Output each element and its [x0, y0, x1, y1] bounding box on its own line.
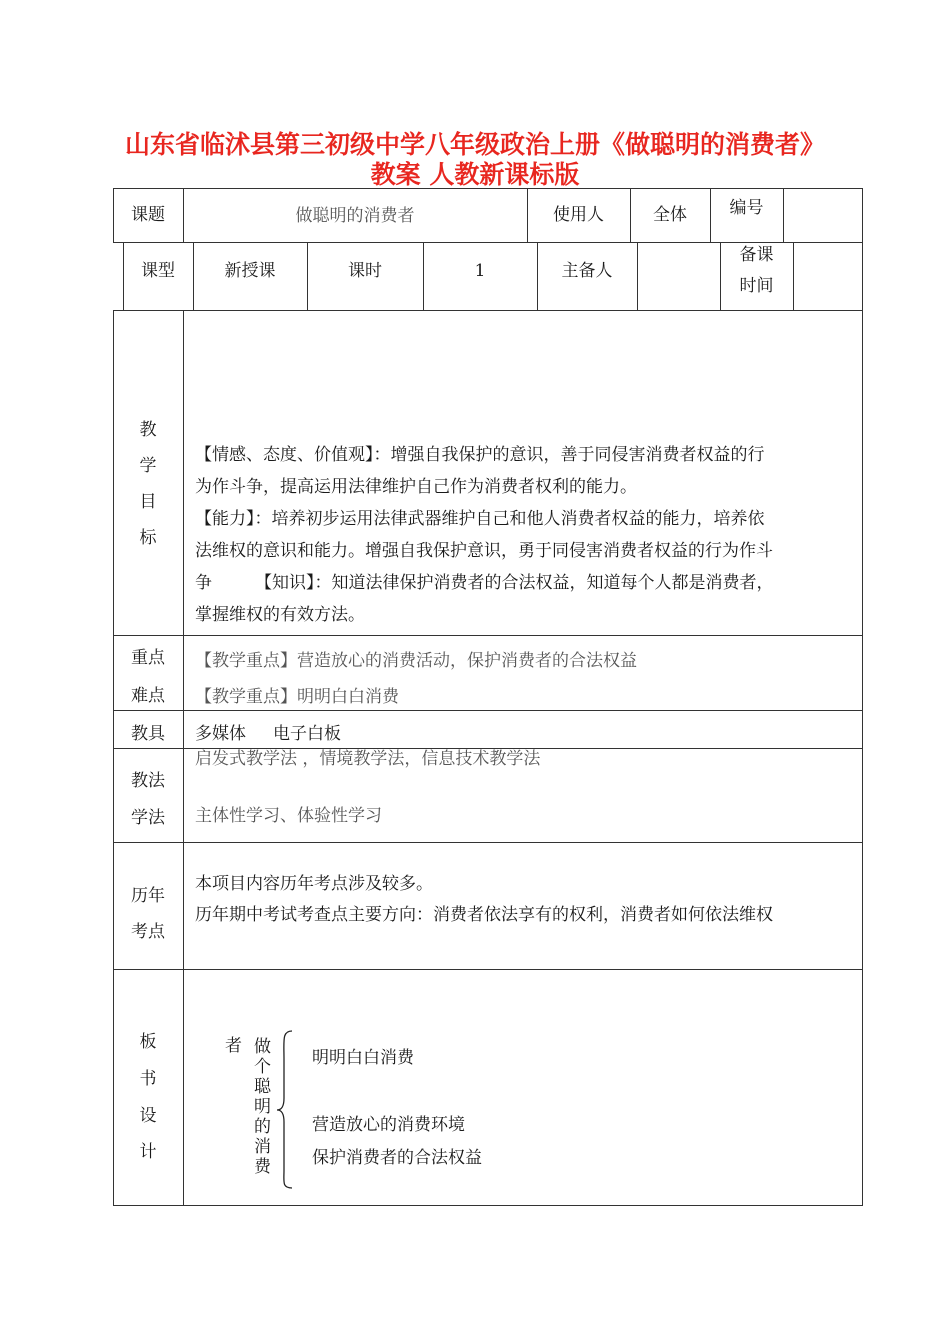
tools-label: 教具 — [131, 724, 165, 744]
keypoints-line-2: 【教学重点】明明白白消费 — [195, 687, 399, 707]
goals-label-3: 目 — [139, 492, 157, 512]
board-item-2: 营造放心的消费环境 — [312, 1115, 465, 1135]
document-title-line2: 教案 人教新课标版 — [370, 160, 580, 189]
board-label-3: 设 — [139, 1106, 157, 1126]
board-vertical-5: 的 — [254, 1117, 271, 1137]
board-label-1: 板 — [139, 1032, 157, 1052]
goals-line-6: 掌握维权的有效方法。 — [195, 605, 365, 625]
board-label-2: 书 — [139, 1069, 157, 1089]
type-value: 新授课 — [224, 261, 276, 281]
board-item-1: 明明白白消费 — [312, 1048, 414, 1068]
hours-label: 课时 — [348, 261, 382, 281]
subject-label: 课题 — [131, 205, 165, 225]
goals-line-5a: 争 — [195, 573, 212, 593]
exams-label-2: 考点 — [131, 922, 165, 942]
methods-line-1: 启发式教学法 ，情境教学法，信息技术教学法 — [195, 749, 541, 769]
methods-label-2: 学法 — [131, 808, 165, 828]
number-label: 编号 — [729, 198, 764, 218]
exams-line-2: 历年期中考试考查点主要方向：消费者依法享有的权利，消费者如何依法维权 — [195, 905, 773, 925]
board-item-3: 保护消费者的合法权益 — [312, 1148, 482, 1168]
type-label: 课型 — [141, 261, 175, 281]
board-vertical-2: 个 — [254, 1057, 271, 1077]
goals-label-2: 学 — [139, 456, 157, 476]
goals-line-1: 【情感、态度、价值观】：增强自我保护的意识，善于同侵害消费者权益的行 — [195, 445, 765, 465]
goals-line-2: 为作斗争，提高运用法律维护自己作为消费者权利的能力。 — [195, 477, 637, 497]
board-label-4: 计 — [139, 1142, 157, 1162]
hours-value: 1 — [474, 261, 486, 281]
board-vertical-4: 明 — [254, 1097, 271, 1117]
goals-label-4: 标 — [139, 528, 157, 548]
exams-label-1: 历年 — [131, 886, 165, 906]
keypoints-label-1: 重点 — [131, 648, 165, 668]
methods-line-2: 主体性学习、体验性学习 — [195, 806, 382, 826]
user-value: 全体 — [653, 205, 687, 225]
prep-time-label-1: 备课 — [739, 245, 774, 265]
goals-line-5b: 【知识】：知道法律保护消费者的合法权益，知道每个人都是消费者， — [255, 573, 774, 593]
board-vertical-7: 费 — [254, 1157, 271, 1177]
goals-label-1: 教 — [139, 420, 157, 440]
exams-line-1: 本项目内容历年考点涉及较多。 — [195, 874, 433, 894]
methods-label-1: 教法 — [131, 771, 165, 791]
subject-value: 做聪明的消费者 — [295, 206, 415, 226]
goals-line-4: 法维权的意识和能力。增强自我保护意识，勇于同侵害消费者权益的行为作斗 — [195, 541, 773, 561]
goals-line-3: 【能力】：培养初步运用法律武器维护自己和他人消费者权益的能力，培养依 — [195, 509, 765, 529]
board-brace — [276, 1030, 298, 1190]
prep-time-label-2: 时间 — [739, 276, 774, 296]
document-title-line1: 山东省临沭县第三初级中学八年级政治上册《做聪明的消费者》 — [124, 130, 825, 159]
board-side-char: 者 — [225, 1036, 242, 1056]
board-vertical-3: 聪 — [254, 1077, 271, 1097]
keypoints-label-2: 难点 — [131, 686, 165, 706]
board-vertical-6: 消 — [254, 1137, 271, 1157]
preparer-label: 主备人 — [561, 261, 613, 281]
tools-value: 多媒体 电子白板 — [195, 724, 342, 744]
user-label: 使用人 — [553, 205, 604, 225]
board-vertical-1: 做 — [254, 1037, 271, 1057]
keypoints-line-1: 【教学重点】营造放心的消费活动，保护消费者的合法权益 — [195, 651, 637, 671]
